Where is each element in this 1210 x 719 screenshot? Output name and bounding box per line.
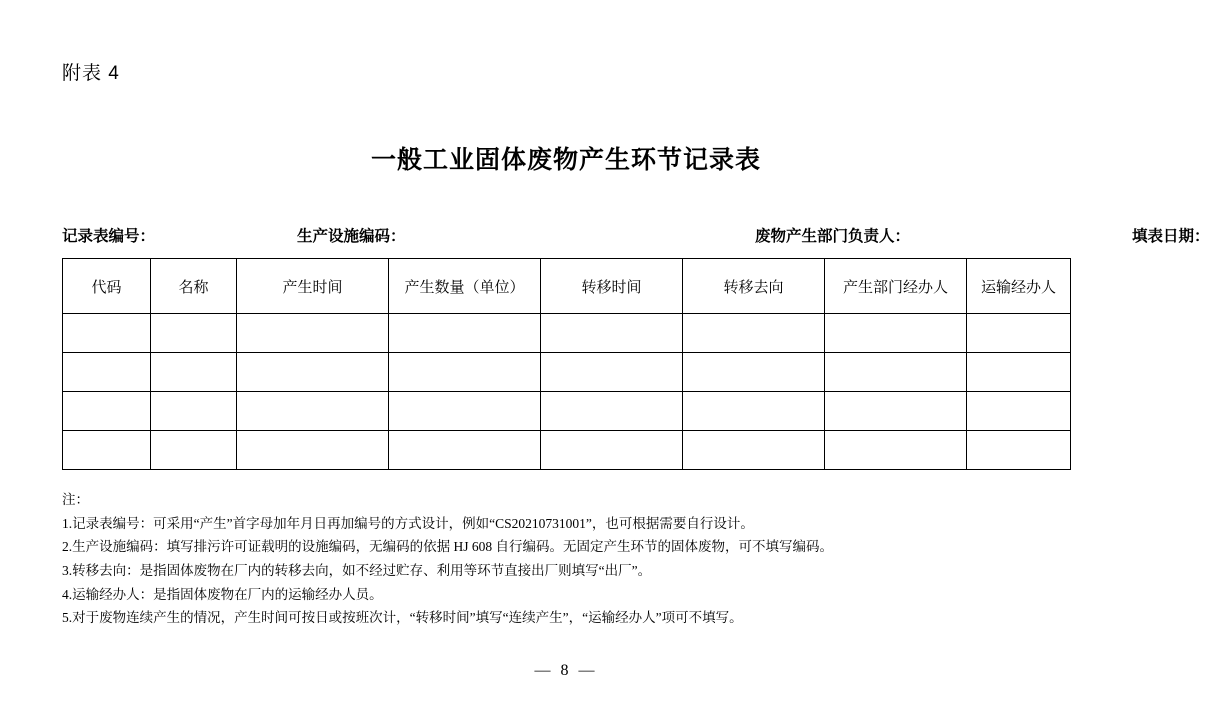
page-title: 一般工业固体废物产生环节记录表 [370, 146, 761, 174]
meta-field-facility-code: 生产设施编码： [297, 228, 406, 245]
table-cell[interactable] [825, 314, 967, 353]
table-cell[interactable] [683, 431, 825, 470]
table-cell[interactable] [63, 314, 151, 353]
page-number: — 8 — [534, 662, 598, 679]
meta-field-record-number: 记录表编号： [62, 228, 156, 245]
table-cell[interactable] [825, 392, 967, 431]
table-cell[interactable] [237, 353, 389, 392]
note-item: 5.对于废物连续产生的情况，产生时间可按日或按班次计，“转移时间”填写“连续产生”，“运输经办人”项可不填写。 [62, 610, 743, 626]
table-cell[interactable] [825, 431, 967, 470]
table-cell[interactable] [151, 353, 237, 392]
meta-field-department-head: 废物产生部门负责人： [755, 228, 911, 245]
table-cell[interactable] [389, 314, 541, 353]
note-item: 2.生产设施编码：填写排污许可证载明的设施编码，无编码的依据 HJ 608 自行编码。无固定产生环节的固体废物，可不填写编码。 [62, 539, 834, 555]
table-cell[interactable] [683, 314, 825, 353]
table-header-cell: 转移去向 [683, 259, 825, 314]
table-cell[interactable] [389, 353, 541, 392]
table-cell[interactable] [967, 314, 1071, 353]
note-item: 1.记录表编号：可采用“产生”首字母加年月日再加编号的方式设计，例如“CS20210731001”，也可根据需要自行设计。 [62, 515, 754, 531]
note-item: 3.转移去向：是指固体废物在厂内的转移去向，如不经过贮存、利用等环节直接出厂则填写“出厂”。 [62, 562, 652, 578]
table-header-cell: 代码 [63, 259, 151, 314]
table-header-cell: 运输经办人 [967, 259, 1071, 314]
table-cell[interactable] [63, 353, 151, 392]
table-cell[interactable] [541, 314, 683, 353]
table-cell[interactable] [967, 353, 1071, 392]
table-cell[interactable] [541, 431, 683, 470]
table-cell[interactable] [63, 392, 151, 431]
table-cell[interactable] [683, 392, 825, 431]
table-header-cell: 产生时间 [237, 259, 389, 314]
table-cell[interactable] [825, 353, 967, 392]
table-header-cell: 名称 [151, 259, 237, 314]
notes-heading: 注： [62, 492, 89, 507]
table-cell[interactable] [237, 431, 389, 470]
table-cell[interactable] [151, 392, 237, 431]
notes-section [62, 488, 1072, 630]
table-header-cell: 转移时间 [541, 259, 683, 314]
table-row [63, 431, 1071, 470]
attachment-label: 附表 4 [62, 63, 120, 84]
table-cell[interactable] [389, 392, 541, 431]
table-cell[interactable] [541, 353, 683, 392]
table-cell[interactable] [151, 431, 237, 470]
note-item: 4.运输经办人：是指固体废物在厂内的运输经办人员。 [62, 586, 383, 602]
table-cell[interactable] [237, 314, 389, 353]
table-header-cell: 产生数量（单位） [389, 259, 541, 314]
meta-field-row [62, 224, 1210, 246]
table-cell[interactable] [683, 353, 825, 392]
table-cell[interactable] [63, 431, 151, 470]
table-cell[interactable] [237, 392, 389, 431]
table-row [63, 392, 1071, 431]
table-cell[interactable] [967, 431, 1071, 470]
table-cell[interactable] [151, 314, 237, 353]
table-row [63, 353, 1071, 392]
waste-record-table [62, 258, 1071, 470]
table-cell[interactable] [541, 392, 683, 431]
table-header-cell: 产生部门经办人 [825, 259, 967, 314]
table-row [63, 314, 1071, 353]
table-cell[interactable] [389, 431, 541, 470]
table-header-row [63, 259, 1071, 314]
table-cell[interactable] [967, 392, 1071, 431]
meta-field-fill-date: 填表日期： [1132, 228, 1210, 245]
